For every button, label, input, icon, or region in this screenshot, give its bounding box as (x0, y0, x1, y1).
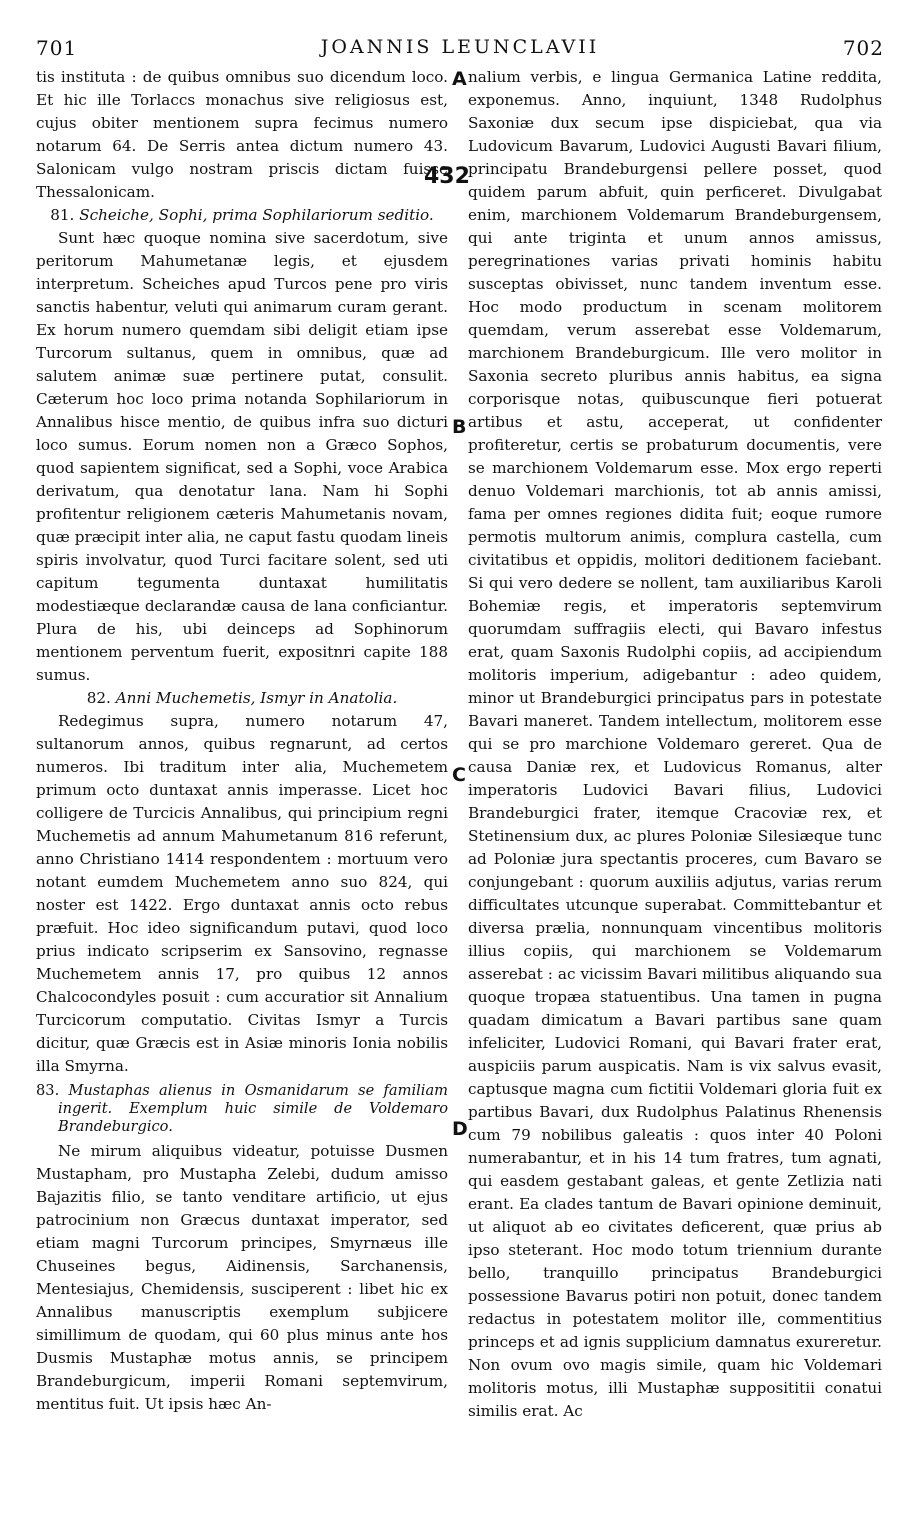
page-number-right: 702 (842, 36, 884, 60)
running-title: JOANNIS LEUNCLAVII (320, 36, 600, 58)
paragraph-81: Sunt hæc quoque nomina sive sacerdotum, sive peritorum Mahumetanæ legis, et ejusdem interpretum. Scheiches apud Turcos pene pro viris sanctis habentur, veluti qui animarum curam gerant. Ex horum numero quemdam sibi deligit etiam ipse Turcorum sultanus, quem in omnibus, quæ ad salutem animæ suæ pertinere putat, consulit. Cæterum hoc loco prima notanda Sophilariorum in Annalibus hisce mentio, de quibus infra suo dicturi loco sumus. Eorum nomen non a Græco Sophos, quod sapientem significat, sed a Sophi, voce Arabica derivatum, qua denotatur lana. Nam hi Sophi profitentur religionem cæteris Mahumetanis novam, quæ præcipit inter alia, ne caput fastu quodam lineis spiris involvatur, quod Turci facitare solent, sed uti capitum tegumenta duntaxat humilitatis modestiæque declarandæ causa de lana conficiantur. Plura de his, ubi deinceps ad Sophinorum mentionem perventum fuerit, expositnri capite 188 sumus. (36, 229, 448, 684)
paragraph-83: Ne mirum aliquibus videatur, potuisse Dusmen Mustapham, pro Mustapha Zelebi, dudum amisso Bajazitis filio, se tanto venditare artificio, ut ejus patrocinium non Græcus duntaxat imperator, sed etiam magni Turcorum principes, Smyrnæus ille Chuseines begus, Aidinensis, Sarchanensis, Mentesiajus, Chemidensis, susciperent : libet hic ex Annalibus manuscriptis exemplum subjicere simillimum de quodam, qui 60 plus minus ante hos Dusmis Mustaphæ motus annis, se principem Brandeburgicum, imperii Romani septemvirum, mentitus fuit. Ut ipsis hæc An- (36, 1142, 448, 1413)
heading-83 (36, 1082, 448, 1136)
heading-81-text: Scheiche, Sophi, prima Sophilariorum seditio. (79, 206, 434, 224)
heading-81-number: 81. (50, 206, 75, 224)
right-column (468, 66, 882, 1423)
heading-83-text: Mustaphas alienus in Osmanidarum se familiam ingerit. Exemplum huic simile de Voldemaro Brandeburgico. (58, 1082, 448, 1135)
page-number-left: 701 (36, 36, 78, 60)
paragraph-intro: tis instituta : de quibus omnibus suo dicendum loco. Et hic ille Torlaccs monachus sive religiosus est, cujus obiter mentionem supra fecimus numero notarum 64. De Serris antea dictum numero 43. Salonicam vulgo nostram priscis dictam fuisse Thessalonicam. (36, 68, 448, 201)
heading-82-text: Anni Muchemetis, Ismyr in Anatolia. (115, 689, 398, 707)
margin-letter-d: D (452, 1118, 468, 1140)
heading-82-number: 82. (86, 689, 111, 707)
heading-81 (36, 204, 448, 227)
signature-mark: 432 (424, 164, 470, 189)
heading-83-number: 83. (36, 1082, 60, 1099)
page-header (36, 36, 884, 62)
heading-82 (36, 687, 448, 710)
margin-letter-b: B (452, 416, 467, 438)
paragraph-82: Redegimus supra, numero notarum 47, sultanorum annos, quibus regnarunt, ad certos numeros. Ibi traditum inter alia, Muchemetem primum octo duntaxat annis imperasse. Licet hoc colligere de Turcicis Annalibus, qui principium regni Muchemetis ad annum Mahumetanum 816 referunt, anno Christiano 1414 respondentem : mortuum vero notant eumdem Muchemetem anno suo 824, qui noster est 1422. Ergo duntaxat annis octo rebus præfuit. Hoc ideo significandum putavi, quod loco prius indicato scripserim ex Sansovino, regnasse Muchemetem annis 17, pro quibus 12 annos Chalcocondyles posuit : cum accuratior sit Annalium Turcicorum computatio. Civitas Ismyr a Turcis dicitur, quæ Græcis est in Asiæ minoris Ionia nobilis illa Smyrna. (36, 712, 448, 1075)
margin-letter-c: C (452, 764, 466, 786)
margin-letter-a: A (452, 68, 467, 90)
left-column (36, 66, 448, 1416)
paragraph-right: nalium verbis, e lingua Germanica Latine reddita, exponemus. Anno, inquiunt, 1348 Rudolphus Saxoniæ dux secum ipse dispiciebat, qua via Ludovicum Bavarum, Ludovici Augusti Bavari filium, principatu Brandeburgensi pellere posset, quod quidem parum abfuit, quin perficeret. Divulgabat enim, marchionem Voldemarum Brandeburgensem, qui ante triginta et unum annos amissus, peregrinationes varias privati hominis habitu susceptas obivisset, nunc tandem inventum esse. Hoc modo productum in scenam molitorem quemdam, verum asserebat esse Voldemarum, marchionem Brandeburgicum. Ille vero molitor in Saxonia secreto pluribus annis habitus, ea signa corporisque notas, quibuscunque fieri potuerat artibus et astu, acceperat, ut confidenter profiteretur, certis se probaturum documentis, vere se marchionem Voldemarum esse. Mox ergo reperti denuo Voldemari marchionis, tot ab annis amissi, fama per omnes regiones didita fuit; eoque rumore permotis multorum animis, complura castella, cum civitatibus et oppidis, molitori deditionem faciebant. Si qui vero dedere se nollent, tam auxiliaribus Karoli Bohemiæ regis, et imperatoris septemvirum quorumdam suffragiis electi, qui Bavaro infestus erat, quam Saxonis Rudolphi copiis, ad accipiendum molitoris imperium, adigebantur : adeo quidem, minor ut Brandeburgici principatus pars in potestate Bavari maneret. Tandem intellectum, molitorem esse qui se pro marchione Voldemaro gereret. Qua de causa Daniæ rex, et Ludovicus Romanus, alter imperatoris Ludovici Bavari filius, Ludovici Brandeburgici frater, itemque Cracoviæ rex, et Stetinensium dux, ac plures Poloniæ Silesiæque tunc ad Poloniæ jura spectantis proceres, cum Bavaro se conjungebant : quorum auxiliis adjutus, varias rerum difficultates utcunque superabat. Committebantur et diversa prælia, nonnunquam vincentibus molitoris illius copiis, qui marchionem se Voldemarum asserebat : ac vicissim Bavari militibus aliquando sua quoque tropæa statuentibus. Una tamen in pugna quadam dimicatum a Bavari partibus sane quam infeliciter, Ludovici Romani, qui Bavari frater erat, auspiciis parum auspicatis. Nam is vix salvus evasit, captusque magna cum fictitii Voldemari gloria fuit ex partibus Bavari, dux Rudolphus Palatinus Rhenensis cum 79 nobilibus galeatis : quos inter 40 Poloni numerabantur, et in his 14 tum fratres, tum agnati, qui easdem gestabant galeas, et gente Zetlizia nati erant. Ea clades tantum de Bavari opinione deminuit, ut aliquot ab eo civitates deficerent, quæ prius ab ipso steterant. Hoc modo totum triennium durante bello, tranquillo principatus Brandeburgici possessione Bavarus potiri non potuit, donec tandem redactus in potestatem molitor ille, commentitius princeps et ad ignis supplicium damnatus exureretur. Non ovum ovo magis simile, quam hic Voldemari molitoris motus, illi Mustaphæ supposititii conatui similis erat. Ac (468, 68, 882, 1420)
